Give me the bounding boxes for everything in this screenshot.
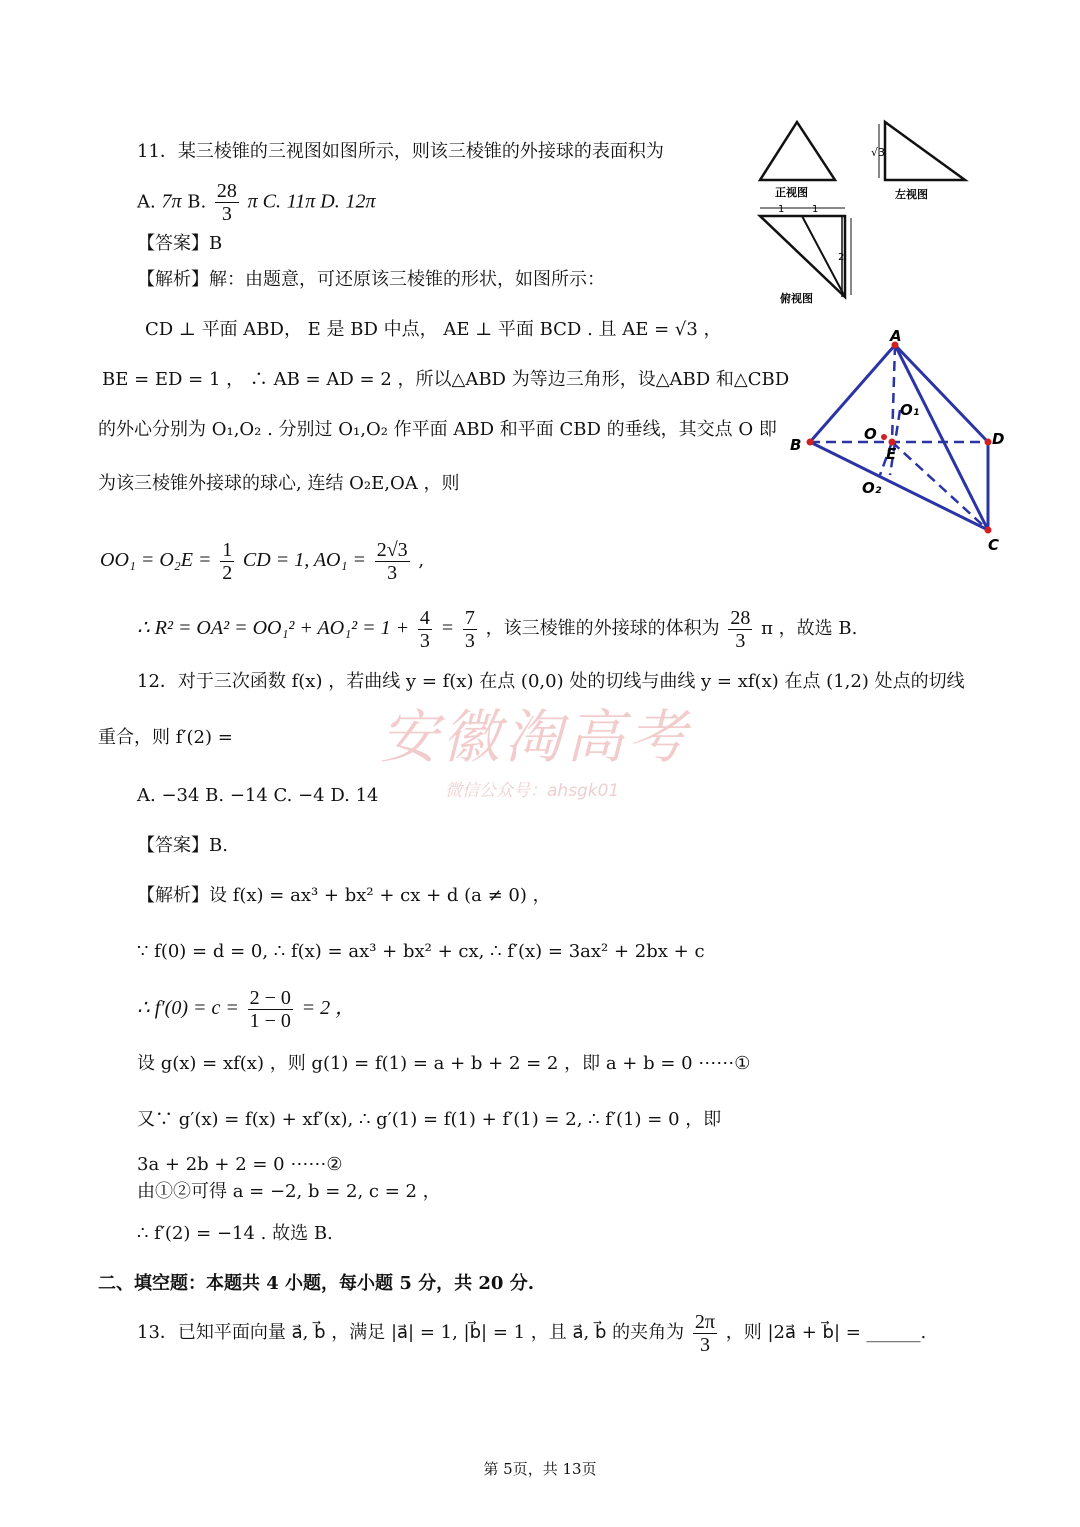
q11-answer: 【答案】B — [137, 233, 223, 254]
top-view-dim-1a: 1 — [778, 204, 785, 215]
point-O1: O₁ — [900, 401, 920, 419]
q12-stem2: 重合，则 f′(2) = — [98, 727, 233, 748]
q12-analysis-3: ∴ f′(0) = c = $\frac{2 - 0}{1 - 0}$ = 2 ， — [137, 986, 356, 1032]
q12-analysis-5: 又∵ g′(x) = f(x) + xf′(x), ∴ g′(1) = f(1) + f′(1) = 2, ∴ f′(1) = 0 ，即 — [137, 1109, 722, 1130]
top-view-label: 俯视图 — [780, 292, 813, 305]
q12-analysis-7: 由①②可得 a = −2, b = 2, c = 2 ， — [137, 1181, 441, 1202]
q11-line6: ∴ R² = OA² = OO₁² + AO₁² = 1 + $\frac{4}{3}$ = $\frac{7}{3}$ ，该三棱锥的外接球的体积为 $\frac{28}{3}$ π ，故选 B. — [137, 606, 858, 652]
q12-analysis-2: ∵ f(0) = d = 0, ∴ f(x) = ax³ + bx² + cx, ∴ f′(x) = 3ax² + 2bx + c — [137, 941, 705, 962]
top-view-dim-1b: 1 — [812, 204, 819, 215]
left-view-sqrt3: √3 — [871, 146, 886, 159]
point-C: C — [988, 536, 1000, 554]
front-view-triangle — [760, 122, 835, 180]
page-footer: 第 5页，共 13页 — [483, 1460, 597, 1478]
q12-stem: 12．对于三次函数 f(x) ，若曲线 y = f(x) 在点 (0,0) 处的切线与曲线 y = xf(x) 在点 (1,2) 处点的切线 — [137, 671, 965, 692]
watermark-main: 安徽淘高考 — [380, 703, 691, 771]
three-view-figure — [745, 112, 975, 312]
left-view-triangle — [885, 122, 965, 180]
top-view-dim-2: 2 — [838, 252, 845, 263]
point-B: B — [790, 436, 802, 454]
q12-analysis-1: 【解析】设 f(x) = ax³ + bx² + cx + d (a ≠ 0) ， — [137, 885, 551, 906]
q13-stem: 13．已知平面向量 a⃗, b⃗ ，满足 |a⃗| = 1, |b⃗| = 1 ，且 a⃗, b⃗ 的夹角为 $\frac{2\pi}{3}$ ，则 |2a⃗ + b⃗| = ______. — [137, 1310, 927, 1356]
q11-line5: OO₁ = O₂E = $\frac{1}{2}$ CD = 1, AO₁ = $\frac{2√3}{3}$ , — [100, 538, 425, 584]
point-A: A — [890, 327, 902, 345]
q11-line3: 的外心分别为 O₁,O₂ . 分别过 O₁,O₂ 作平面 ABD 和平面 CBD 的垂线，其交点 O 即 — [98, 419, 777, 440]
q11-options: A. 7π B. $\frac{28}{3}$ π C. 11π D. 12π — [137, 180, 376, 225]
q12-analysis-6: 3a + 2b + 2 = 0 ⋯⋯② — [137, 1154, 343, 1175]
q11-line2: BE = ED = 1 ， ∴ AB = AD = 2 ，所以△ABD 为等边三角形，设△ABD 和△CBD — [102, 369, 790, 390]
q12-analysis-8: ∴ f′(2) = −14 . 故选 B. — [137, 1223, 333, 1244]
front-view-label: 正视图 — [775, 186, 808, 199]
point-E: E — [886, 445, 897, 463]
point-O2: O₂ — [862, 479, 882, 497]
left-view-label: 左视图 — [895, 188, 928, 201]
q11-line4: 为该三棱锥外接球的球心, 连结 O₂E,OA ，则 — [98, 473, 460, 494]
point-O: O — [864, 425, 877, 443]
section-heading: 二、填空题：本题共 4 小题，每小题 5 分，共 20 分. — [98, 1273, 534, 1294]
q12-options: A. −34 B. −14 C. −4 D. 14 — [137, 785, 379, 806]
q11-analysis-intro: 【解析】解：由题意，可还原该三棱锥的形状，如图所示： — [137, 269, 605, 290]
q12-analysis-4: 设 g(x) = xf(x) ，则 g(1) = f(1) = a + b + 2 = 2 ，即 a + b = 0 ⋯⋯① — [137, 1053, 751, 1074]
top-view-outline — [760, 216, 845, 297]
point-D: D — [992, 430, 1005, 448]
q11-line1: CD ⊥ 平面 ABD， E 是 BD 中点， AE ⊥ 平面 BCD . 且 AE = √3 ， — [145, 319, 722, 340]
q11-stem: 11．某三棱锥的三视图如图所示，则该三棱锥的外接球的表面积为 — [137, 141, 664, 162]
q12-answer: 【答案】B. — [137, 835, 228, 856]
watermark-sub: 微信公众号：ahsgk01 — [445, 781, 620, 801]
pyramid-figure — [780, 325, 1010, 560]
